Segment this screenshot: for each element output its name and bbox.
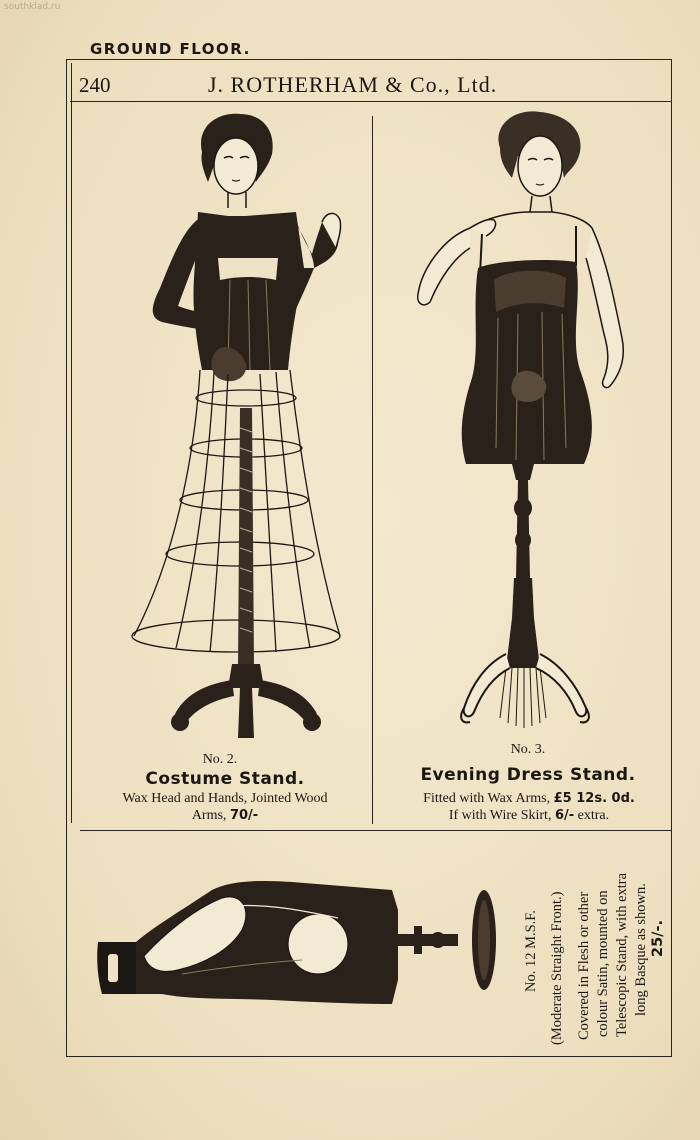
item-subtitle: (Moderate Straight Front.): [549, 891, 565, 1045]
extra-price: 6/-: [554, 808, 575, 823]
column-divider: [372, 116, 373, 824]
description-line: [376, 790, 682, 807]
header-rule: [70, 101, 672, 102]
description-text: Fitted with Wax Arms,: [423, 791, 554, 806]
description-text: Arms,: [191, 808, 230, 823]
item-number: No. 3.: [510, 742, 546, 757]
price-value: 25/-.: [650, 919, 666, 957]
description-text: extra.: [574, 808, 610, 823]
description-line: Telescopic Stand, with extra: [614, 872, 630, 1037]
costume-stand-illustration: [100, 108, 360, 748]
description-line: [376, 807, 682, 824]
description-text: If with Wire Skirt,: [448, 808, 555, 823]
item-title: Costume Stand.: [145, 769, 305, 789]
watermark: southklad.ru: [4, 2, 61, 12]
item-title: Evening Dress Stand.: [420, 765, 636, 785]
evening-dress-stand-illustration: [400, 108, 640, 743]
item-number: No. 12 M.S.F.: [523, 910, 539, 992]
bust-form-illustration: [92, 870, 502, 1010]
section-label: GROUND FLOOR.: [90, 40, 251, 58]
item-number: No. 2.: [202, 752, 238, 767]
firm-name: J. ROTHERHAM & Co., Ltd.: [208, 72, 498, 97]
price: [650, 920, 667, 957]
description-line: long Basque as shown.: [633, 883, 649, 1016]
frame-inner-rule: [71, 63, 72, 823]
price: 70/-: [229, 808, 259, 823]
item-description: [376, 790, 682, 824]
price: £5 12s. 0d.: [553, 791, 635, 806]
description-line: Wax Head and Hands, Jointed Wood: [122, 791, 328, 806]
item-description: [80, 790, 370, 824]
description-line: colour Satin, mounted on: [595, 890, 611, 1037]
section-divider: [80, 830, 672, 831]
description-line: Covered in Flesh or other: [576, 891, 592, 1040]
description-line: [80, 807, 370, 824]
page-number: 240: [79, 73, 111, 97]
